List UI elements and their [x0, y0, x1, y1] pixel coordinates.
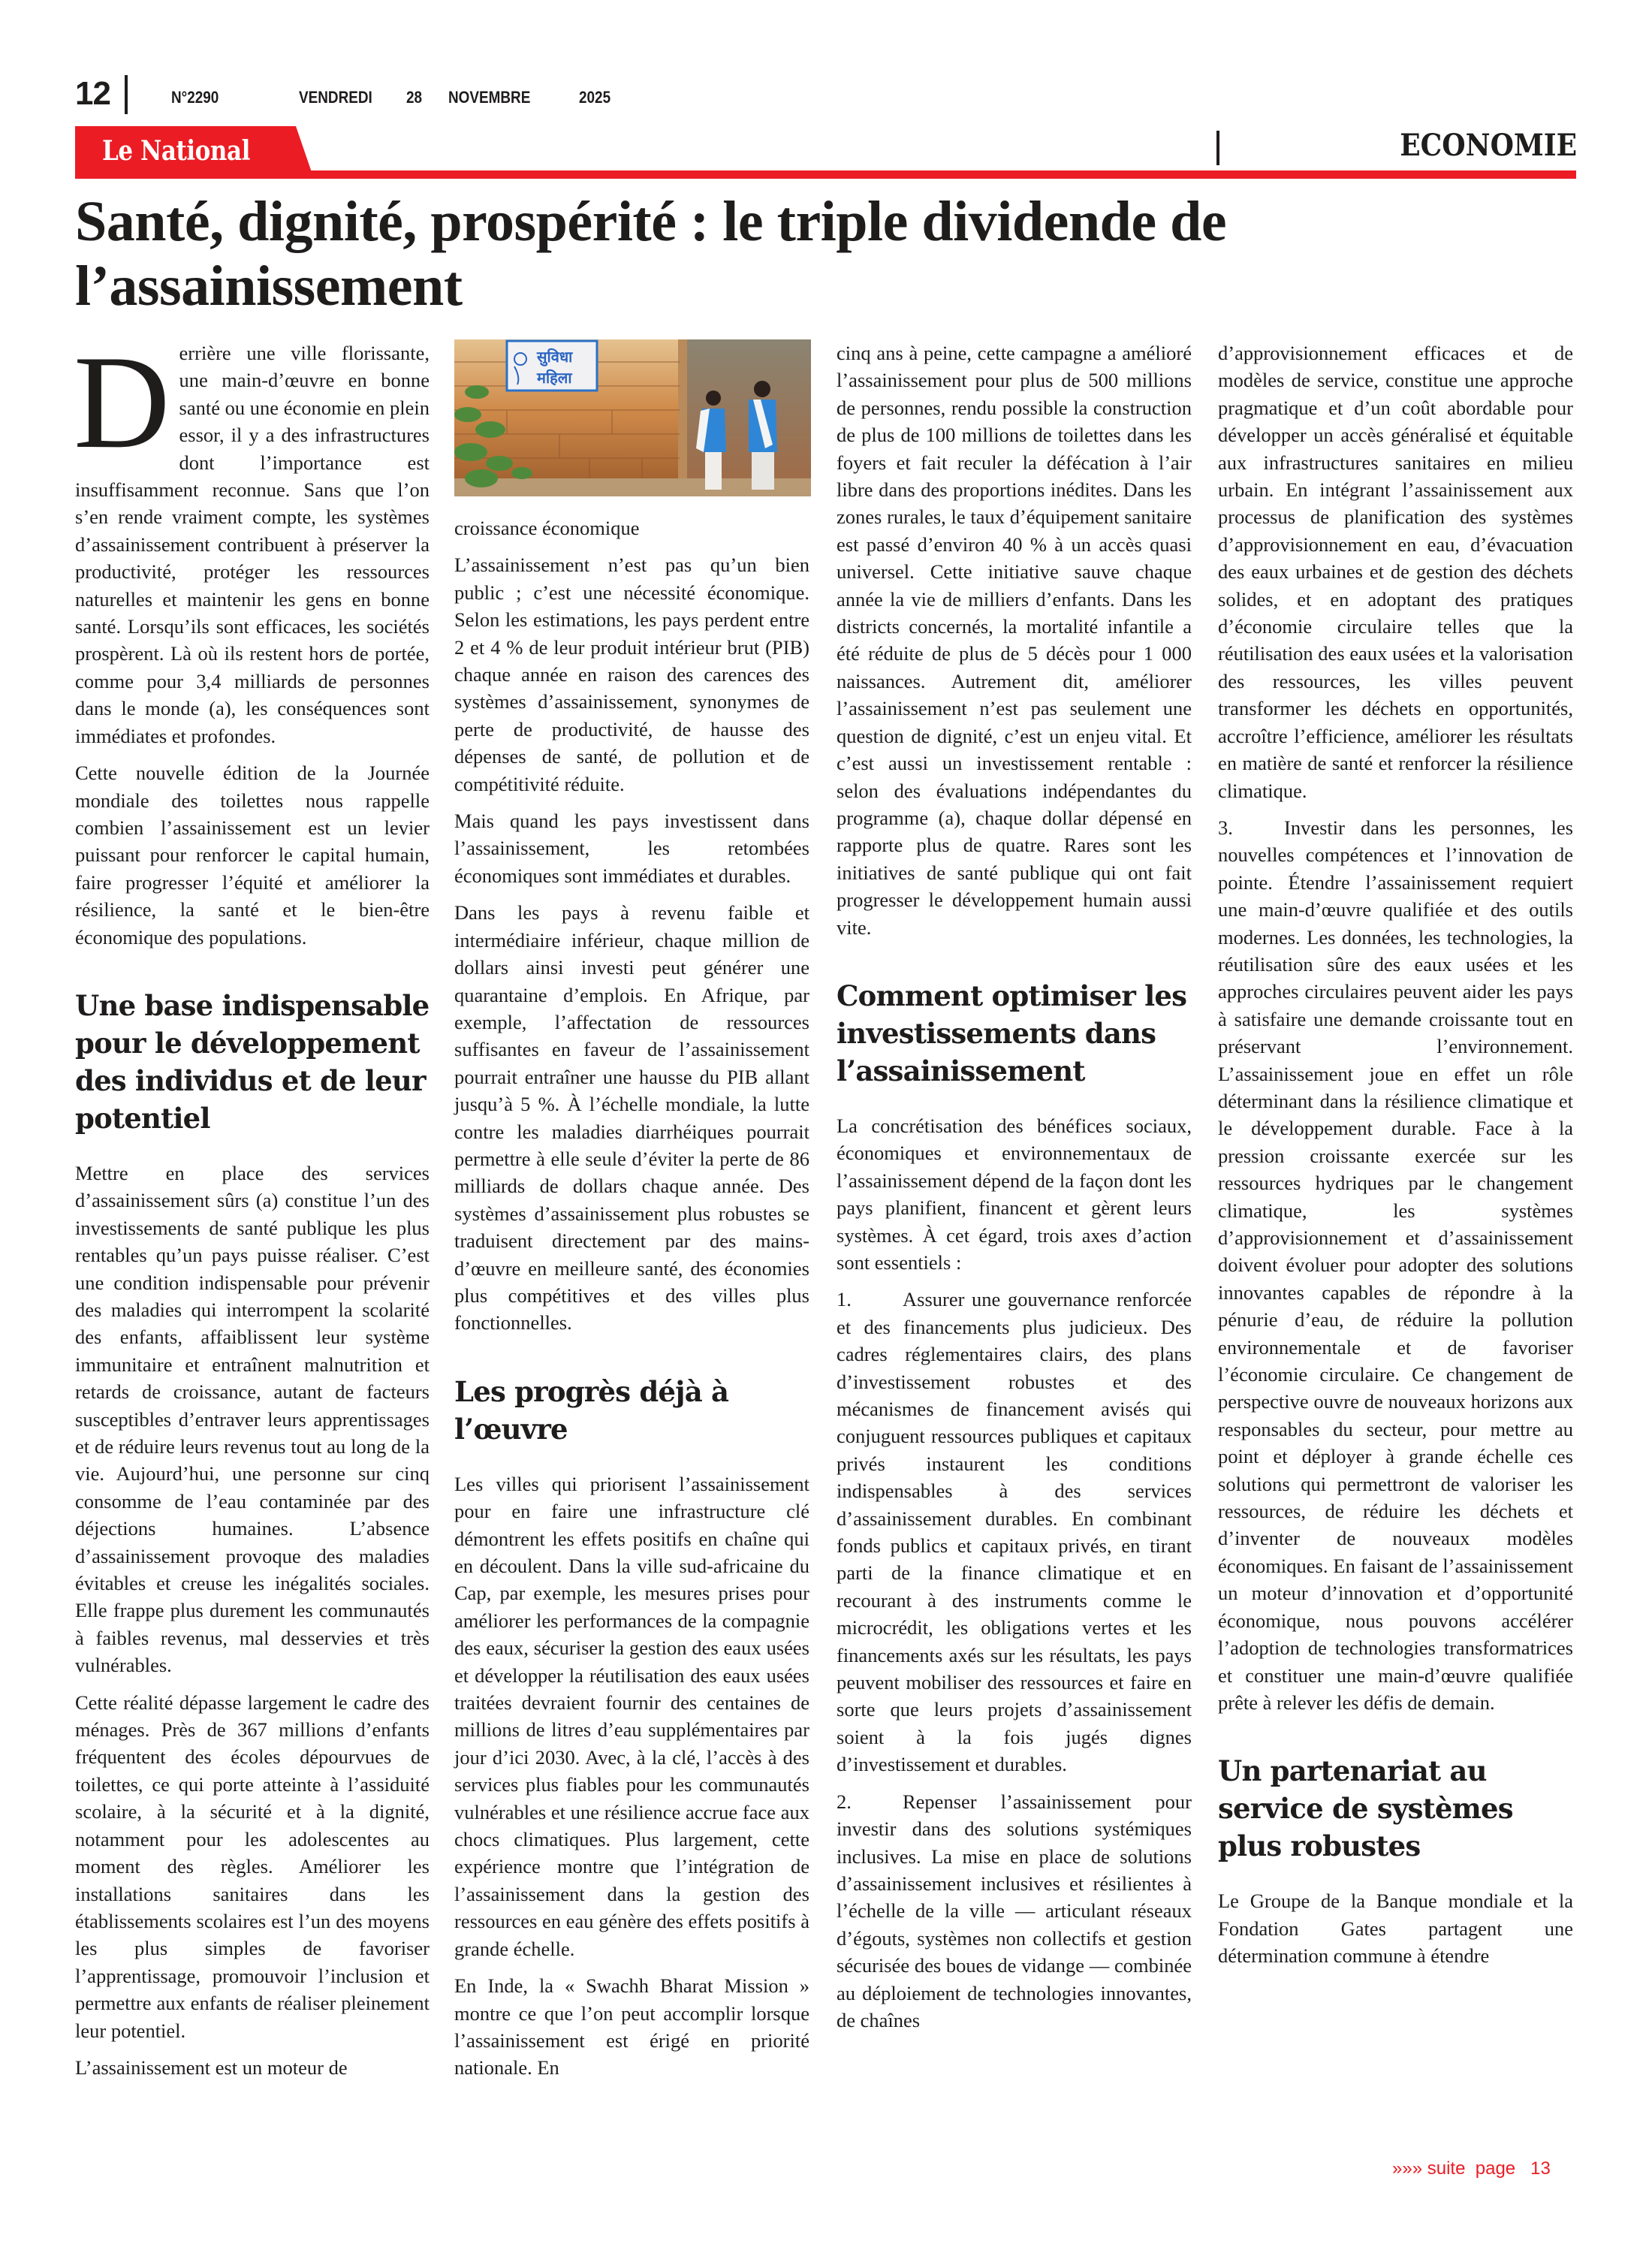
paragraph: La concrétisation des bénéfices sociaux, économiques et environnementaux de l’assainissement dépend de la façon dont les pays planifient, financent et gèrent leurs systèmes. À cet égard, trois axes d’action sont essentiels : [837, 1114, 1192, 1274]
paragraph: croissance économique [454, 517, 640, 539]
paragraph: Les villes qui priorisent l’assainissement pour en faire une infrastructure clé démontrent les effets positifs en chaîne qui en découlent. Dans la ville sud-africaine du Cap, par exemple, les mesures prises pour améliorer les performances de la compagnie des eaux, sécuriser la gestion des eaux usées et développer la réutilisation des eaux usées traitées devraient fournir des centaines de millions de litres d’eau supplémentaires par jour d’ici 2030. Avec, à la clé, l’accès à des services plus fiables pour les communautés vulnérables et une résilience accrue face aux chocs climatiques. Plus largement, cette expérience montre que l’intégration de l’assainissement dans la gestion des ressources en eau génère des effets positifs à grande échelle. [454, 1472, 809, 1960]
paragraph: Dans les pays à revenu faible et intermédiaire inférieur, chaque million de dollars ainsi investi peut générer une quarantaine d’emplois. En Afrique, par exemple, l’affectation de ressources suffisantes en faveur de l’assainissement pourrait entraîner une hausse du PIB allant jusqu’à 5 %. À l’échelle mondiale, la lutte contre les maladies diarrhéiques pourrait permettre à elle seule d’éviter la perte de 86 milliards de dollars chaque année. Des systèmes d’assainissement plus robustes se traduisent directement par des mains-d’œuvre en meilleure santé, des économies plus compétitives et des villes plus fonctionnelles. [454, 901, 809, 1335]
paragraph: Cette nouvelle édition de la Journée mondiale des toilettes nous rappelle combien l’assainissement est un levier puissant pour renforcer le capital humain, faire progresser l’équité et améliorer la résilience, la santé et le bien-être économique des populations. [75, 762, 430, 949]
article-column-3 [837, 339, 1192, 2043]
subheading: Les progrès déjà à l’œuvre [454, 1374, 729, 1446]
photo-sign-text: सुविधा [537, 348, 573, 366]
item-text: Investir dans les personnes, les nouvelles compétences et l’innovation de pointe. Étendre l’assainissement requiert une main-d’œuvre qualifiée et des outils modernes. Les données, les technologies, la réutilisation sûre des eaux usées et les approches circulaires peuvent aider les pays à satisfaire une demande croissante tout en préservant l’environnement. L’assainissement joue en effet un rôle déterminant dans la résilience climatique et le développement durable. Face à la pression croissante exercée sur les ressources hydriques par le changement climatique, les systèmes d’approvisionnement et d’assainissement doivent évoluer pour adopter des solutions innovantes capables de répondre à la pénurie d’eau, de réduire la pollution environnementale et de favoriser l’économie circulaire. Ce changement de perspective ouvre de nouveaux horizons aux responsables du secteur, pour mettre au point et déployer à grande échelle ces solutions qui permettront de valoriser les ressources, de réduire les déchets et d’inventer de nouveaux modèles économiques. En faisant de l’assainissement un moteur d’innovation et d’opportunité économique, nous pouvons accélérer l’adoption de technologies transformatrices et constituer une main-d’œuvre qualifiée prête à relever les défis de demain. [1218, 816, 1573, 1714]
continued-arrows-icon: »»» [1392, 2158, 1423, 2179]
section-divider [1216, 131, 1219, 165]
date-year: 2025 [579, 88, 611, 107]
item-text: Assurer une gouvernance renforcée et des financements plus judicieux. Des cadres réglementaires clairs, des plans d’investissement robustes et des mécanismes de financement avisés qui conjuguent ressources publiques et capitaux privés instaurent les conditions indispensables à des services d’assainissement durables. En combinant fonds publics et capitaux privés, en tirant parti de la finance climatique et en recourant à des instruments comme le microcrédit, les obligations vertes et les financements axés sur les résultats, les pays peuvent mobiliser des ressources et faire en sorte que leurs projets d’assainissement soient à la fois jugés dignes d’investissement et durables. [837, 1288, 1192, 1776]
dropcap: D [74, 327, 170, 476]
continued-page-number: 13 [1530, 2158, 1551, 2179]
numbered-item [837, 1286, 1192, 1778]
paragraph: Cette réalité dépasse largement le cadre des ménages. Près de 367 millions d’enfants fréquentent des écoles dépourvues de toilettes, ce qui porte atteinte à l’assiduité scolaire, à la sécurité et à la dignité, notamment pour les adolescentes au moment des règles. Améliorer les installations sanitaires dans les établissements scolaires est l’un des moyens les plus simples de favoriser l’apprentissage, promouvoir l’inclusion et permettre aux enfants de réaliser pleinement leur potentiel. [75, 1691, 430, 2042]
issue-number: N°2290 [171, 88, 219, 107]
brand-logo: Le National [102, 135, 250, 167]
article-photo[interactable] [454, 339, 811, 496]
numbered-item [1218, 814, 1573, 1716]
photo-schoolgirls-image [454, 339, 811, 496]
article-column-2 [454, 339, 809, 2092]
paragraph: cinq ans à peine, cette campagne a amélioré l’assainissement pour plus de 500 millions de personnes, rendu possible la construction de plus de 100 millions de toilettes dans les foyers et fait reculer la défécation à l’air libre dans des proportions inédites. Dans les zones rurales, le taux d’équipement sanitaire est passé d’environ 40 % à un accès quasi universel. Cette initiative sauve chaque année la vie de milliers d’enfants. Dans les districts concernés, la mortalité infantile a été réduite de plus de 5 décès pour 1 000 naissances. Autrement dit, améliorer l’assainissement n’est pas seulement une question de dignité, c’est un enjeu vital. Et c’est aussi un investissement rentable : selon des évaluations indépendantes du programme (a), chaque dollar dépensé en rapporte plus de quatre. Rares sont les initiatives de santé publique qui ont fait progresser le développement humain aussi vite. [837, 342, 1192, 939]
lead-paragraph [74, 327, 430, 749]
date-month: NOVEMBRE [448, 88, 531, 107]
paragraph: d’approvisionnement efficaces et de modèles de service, constitue une approche pragmatique et d’un coût abordable pour développer un accès généralisé et équitable aux infrastructures sanitaires en milieu urbain. En intégrant l’assainissement aux processus de planification des systèmes d’approvisionnement en eau, d’évacuation des eaux urbaines et de gestion des déchets solides, et en adoptant des pratiques d’économie circulaire telles que la réutilisation des eaux usées et la valorisation des ressources, les villes peuvent transformer les déchets en opportunités, accroître l’efficience, améliorer les résultats en matière de santé et renforcer la résilience climatique. [1218, 342, 1573, 802]
lead-text: errière une ville florissante, une main-d’œuvre en bonne santé ou une économie en plein essor, il y a des infrastructures dont l’importance est insuffisamment reconnue. Sans que l’on s’en rende vraiment compte, les systèmes d’assainissement contribuent à préserver la productivité, protéger les ressources naturelles et maintenir les gens en bonne santé. Lorsqu’ils sont efficaces, les sociétés prospèrent. Là où ils restent hors de portée, comme pour 3,4 milliards de personnes dans le monde (a), les conséquences sont immédiates et profondes. [75, 342, 430, 747]
page-number: 12 [75, 75, 110, 112]
date-day: 28 [406, 88, 423, 107]
paragraph: En Inde, la « Swachh Bharat Mission » montre ce que l’on peut accomplir lorsque l’assainissement est érigé en priorité nationale. En [454, 1974, 809, 2080]
date-weekday: VENDREDI [299, 88, 372, 107]
item-number: 2. [837, 1790, 852, 1813]
subheading: Comment optimiser les investissements dans l’assainissement [837, 979, 1187, 1087]
section-name[interactable]: ECONOMIE [1400, 128, 1577, 163]
article-column-1 [74, 327, 430, 2091]
continued-label: suite page [1427, 2158, 1516, 2179]
paragraph: Mais quand les pays investissent dans l’assainissement, les retombées économiques sont immédiates et durables. [454, 810, 809, 887]
svg-text:महिला: महिला [537, 369, 572, 387]
paragraph: L’assainissement n’est pas qu’un bien public ; c’est une nécessité économique. Selon les estimations, les pays perdent entre 2 et 4 % de leur produit intérieur brut (PIB) chaque année en raison des carences des systèmes d’assainissement, synonymes de perte de productivité, de hausse des dépenses de santé, de pollution et de compétitivité réduite. [454, 553, 809, 795]
subheading: Un partenariat au service de systèmes plus robustes [1218, 1754, 1513, 1863]
article-column-4 [1218, 339, 1573, 1980]
brand-tab[interactable] [75, 126, 314, 179]
article-headline: Santé, dignité, prospérité : le triple dividende de l’assainissement [75, 190, 1227, 318]
item-number: 1. [837, 1288, 852, 1311]
numbered-item [837, 1788, 1192, 2034]
masthead-divider [125, 75, 128, 114]
paragraph: Mettre en place des services d’assainissement sûrs (a) constitue l’un des investissements de santé publique les plus rentables qu’un pays puisse réaliser. C’est une condition indispensable pour prévenir des maladies qui interrompent la scolarité des enfants, affaiblissent leur système immunitaire et entraînent malnutrition et retards de croissance, autant de facteurs susceptibles d’entraver leurs apprentissages et de réduire leurs revenus tout au long de la vie. Aujourd’hui, une personne sur cinq consomme de l’eau contaminée par des déjections humaines. L’absence d’assainissement provoque des maladies évitables et creuse les inégalités sociales. Elle frappe plus durement les communautés à faibles revenus, mal desservies et très vulnérables. [75, 1161, 430, 1677]
item-text: Repenser l’assainissement pour investir dans des solutions systémiques inclusives. La mise en place de solutions d’assainissement inclusives et résilientes à l’échelle de la ville — articulant réseaux d’égouts, systèmes non collectifs et gestion sécurisée des boues de vidange — combinée au déploiement de technologies innovantes, de chaînes [837, 1790, 1192, 2031]
subheading: Une base indispensable pour le développement des individus et de leur potentiel [75, 988, 430, 1135]
item-number: 3. [1218, 816, 1233, 839]
paragraph: Le Groupe de la Banque mondiale et la Fondation Gates partagent une détermination commune à étendre [1218, 1890, 1573, 1968]
continued-on-page-link[interactable] [1392, 2158, 1551, 2179]
paragraph: L’assainissement est un moteur de [75, 2055, 348, 2079]
